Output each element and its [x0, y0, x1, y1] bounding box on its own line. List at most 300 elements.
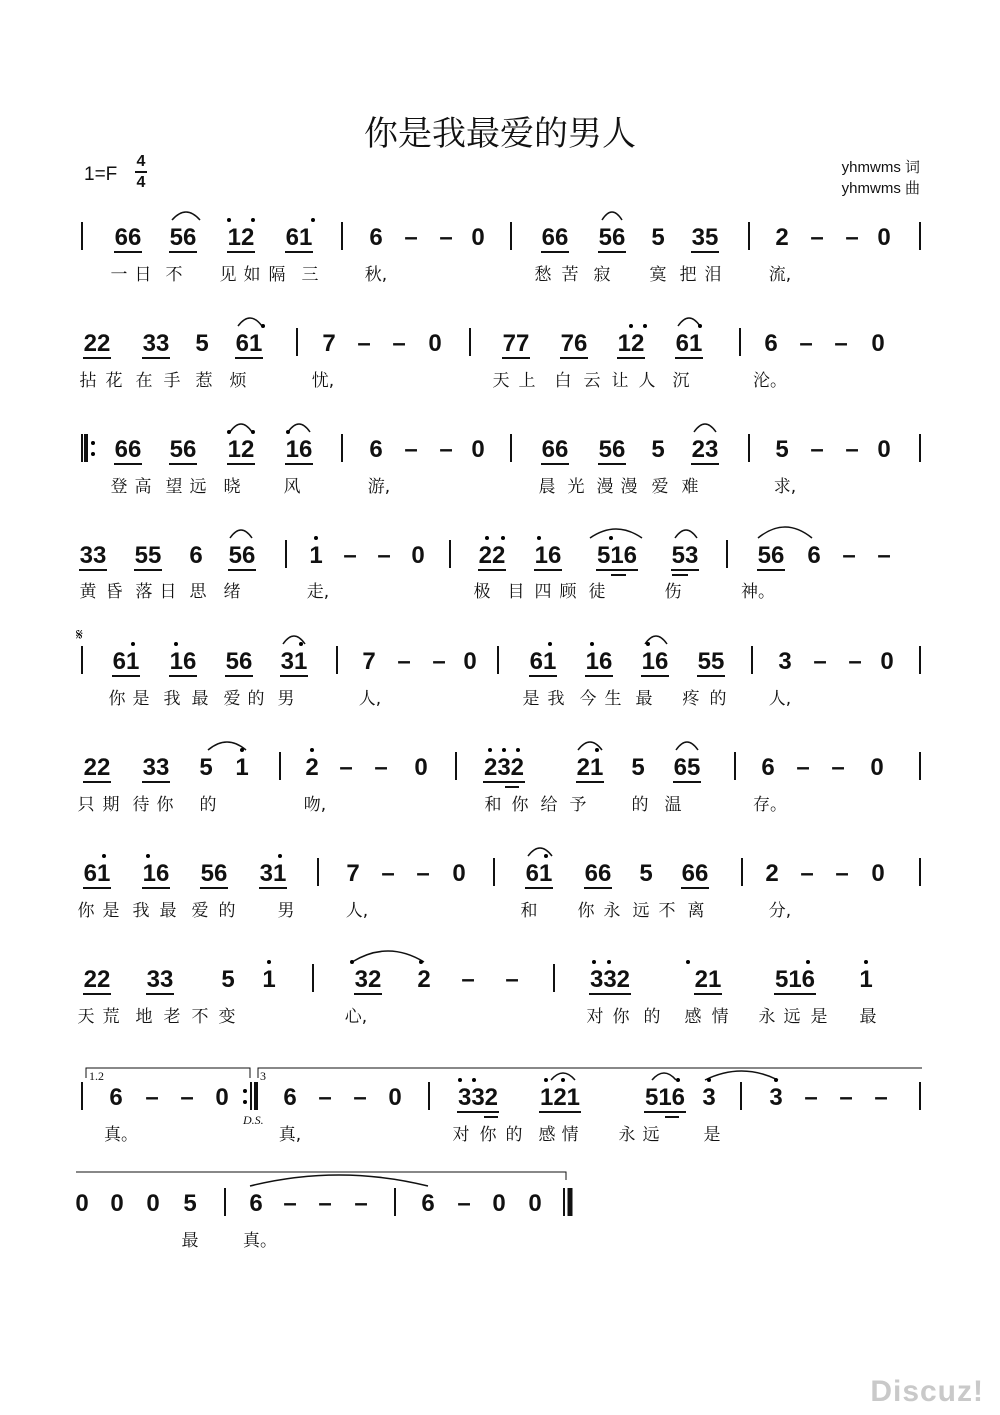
note: 0: [492, 1190, 506, 1217]
note: 16: [169, 648, 197, 675]
note: –: [834, 330, 848, 357]
note: 66: [541, 224, 569, 251]
note: 16: [142, 860, 170, 887]
lyric: 爱: [191, 901, 209, 921]
slur: [352, 951, 424, 962]
octave-dot: [590, 642, 594, 646]
octave-dot: [261, 324, 265, 328]
lyric: 最: [859, 1007, 877, 1027]
lyric: 的: [218, 901, 236, 921]
octave-dot: [629, 324, 633, 328]
note: 5: [199, 754, 213, 781]
note: –: [318, 1190, 332, 1217]
lyric: 人: [638, 371, 656, 391]
note: 56: [169, 224, 197, 251]
lyric: 我: [132, 901, 150, 921]
note: 5: [195, 330, 209, 357]
lyric: 你: [108, 689, 126, 709]
octave-dot: [350, 960, 354, 964]
lyric: 的: [709, 689, 727, 709]
note: –: [354, 1190, 368, 1217]
note: 0: [215, 1084, 229, 1111]
lyric: 对: [586, 1007, 604, 1027]
lyric: 晨: [538, 477, 556, 497]
volta-1-bracket: [86, 1068, 250, 1078]
note: 21: [694, 966, 722, 993]
note: –: [318, 1084, 332, 1111]
note: 22: [83, 330, 111, 357]
repeat-dot: [91, 452, 95, 456]
lyric: 人,: [358, 689, 382, 709]
octave-dot: [240, 748, 244, 752]
time-signature-top: 4: [136, 153, 146, 170]
note: 3: [778, 648, 792, 675]
lyric: 吻,: [303, 795, 327, 815]
note: –: [374, 754, 388, 781]
lyric: 日: [134, 265, 152, 285]
note: 0: [871, 330, 885, 357]
lyric: 离: [687, 901, 705, 921]
note: 2: [765, 860, 779, 887]
note: 66: [584, 860, 612, 887]
repeat-dot: [91, 441, 95, 445]
note: –: [813, 648, 827, 675]
note: 2: [775, 224, 789, 251]
note: 6: [369, 224, 383, 251]
note: 0: [870, 754, 884, 781]
note: –: [835, 860, 849, 887]
lyric: 爱: [223, 689, 241, 709]
note: –: [381, 860, 395, 887]
octave-dot: [609, 536, 613, 540]
lyric: 天: [77, 1007, 95, 1027]
lyric: 走,: [306, 582, 330, 602]
lyric: 你: [511, 795, 529, 815]
lyric: 最: [181, 1231, 199, 1251]
octave-dot: [472, 1078, 476, 1082]
watermark-logo: Discuz!: [870, 1375, 984, 1408]
lyric: 把: [679, 265, 697, 285]
note: –: [457, 1190, 471, 1217]
note: –: [439, 224, 453, 251]
note: 53: [671, 542, 699, 569]
lyric: 一: [110, 265, 128, 285]
lyric: 心,: [344, 1007, 368, 1027]
lyric: 绪: [223, 582, 241, 602]
note: 21: [576, 754, 604, 781]
lyric: 在: [135, 371, 153, 391]
octave-dot: [131, 642, 135, 646]
lyric: 真。: [243, 1231, 277, 1251]
note: 61: [529, 648, 557, 675]
note: 12: [227, 436, 255, 463]
lyric: 天: [492, 371, 510, 391]
note: 0: [877, 436, 891, 463]
note: 3: [702, 1084, 716, 1111]
octave-dot: [501, 536, 505, 540]
octave-dot: [595, 748, 599, 752]
note: 0: [428, 330, 442, 357]
lyric: 秋,: [364, 265, 388, 285]
note: –: [283, 1190, 297, 1217]
lyricist-credit: yhmwms 词: [841, 159, 920, 176]
lyric: 你: [577, 901, 595, 921]
lyric: 上: [518, 371, 536, 391]
lyric: 生: [604, 689, 622, 709]
note: 516: [596, 542, 638, 569]
repeat-dot: [243, 1089, 247, 1093]
note: 5: [639, 860, 653, 887]
note: 56: [757, 542, 785, 569]
note: 516: [644, 1084, 686, 1111]
octave-dot: [488, 748, 492, 752]
octave-dot: [676, 1078, 680, 1082]
octave-dot: [646, 642, 650, 646]
slur: [172, 212, 200, 220]
slur: [528, 848, 552, 856]
note: 1: [262, 966, 276, 993]
slur: [602, 212, 622, 220]
lyric: 泪: [704, 265, 722, 285]
lyric: 予: [569, 795, 587, 815]
lyric: 存。: [753, 795, 787, 815]
note: 12: [617, 330, 645, 357]
lyric: 落: [135, 582, 153, 602]
lyric: 愁: [534, 265, 552, 285]
lyric: 真。: [104, 1125, 138, 1145]
note: 332: [589, 966, 631, 993]
lyric: 烦: [229, 371, 247, 391]
slur: [238, 318, 262, 326]
note: 32: [354, 966, 382, 993]
note: 22: [83, 966, 111, 993]
lyric: 徒: [588, 582, 606, 602]
octave-dot: [698, 324, 702, 328]
note: 2: [305, 754, 319, 781]
note: 6: [189, 542, 203, 569]
lyric: 如: [243, 265, 261, 285]
lyric: 思: [189, 582, 207, 602]
note: 12: [227, 224, 255, 251]
note: 16: [585, 648, 613, 675]
note: 3: [769, 1084, 783, 1111]
note: –: [377, 542, 391, 569]
lyric: 光: [567, 477, 585, 497]
ds-mark: D.S.: [243, 1113, 264, 1127]
note: 7: [346, 860, 360, 887]
lyric: 荒: [102, 1007, 120, 1027]
octave-dot: [502, 748, 506, 752]
note: 31: [280, 648, 308, 675]
lyric: 的: [199, 795, 217, 815]
lyric: 顾: [559, 582, 577, 602]
lyric: 白: [554, 371, 572, 391]
note: –: [877, 542, 891, 569]
lyric: 感: [538, 1125, 556, 1145]
note: 5: [651, 224, 665, 251]
lyric: 隔: [268, 265, 286, 285]
note: 0: [877, 224, 891, 251]
note: 56: [228, 542, 256, 569]
lyric: 变: [218, 1007, 236, 1027]
lyric: 游,: [367, 477, 391, 497]
note: 0: [471, 224, 485, 251]
note: 16: [285, 436, 313, 463]
lyric: 沦。: [753, 371, 787, 391]
note: 0: [463, 648, 477, 675]
octave-dot: [544, 854, 548, 858]
lyric: 永: [758, 1007, 776, 1027]
octave-dot: [227, 218, 231, 222]
lyric: 三: [301, 265, 319, 285]
octave-dot: [299, 642, 303, 646]
lyric: 望: [165, 477, 183, 497]
octave-dot: [561, 1078, 565, 1082]
note: 6: [109, 1084, 123, 1111]
octave-dot: [707, 1078, 711, 1082]
volta-2-label: 3: [260, 1069, 266, 1083]
lyric: 你: [77, 901, 95, 921]
key-signature: 1=F: [84, 164, 118, 185]
note: 5: [221, 966, 235, 993]
note: 56: [598, 224, 626, 251]
time-signature-bottom: 4: [136, 174, 146, 191]
note: –: [848, 648, 862, 675]
lyric: 的: [505, 1125, 523, 1145]
lyric: 四: [534, 582, 552, 602]
lyric: 求,: [773, 477, 797, 497]
lyric: 分,: [768, 901, 792, 921]
lyric: 高: [134, 477, 152, 497]
note: 6: [761, 754, 775, 781]
note: 0: [880, 648, 894, 675]
lyric: 不: [165, 265, 183, 285]
note: 22: [478, 542, 506, 569]
octave-dot: [548, 642, 552, 646]
lyric: 给: [540, 795, 558, 815]
lyric: 远: [632, 901, 650, 921]
octave-dot: [485, 536, 489, 540]
lyric: 极: [473, 582, 491, 602]
note: 5: [631, 754, 645, 781]
note: 55: [697, 648, 725, 675]
lyric: 是: [703, 1125, 721, 1145]
octave-dot: [314, 536, 318, 540]
note: –: [804, 1084, 818, 1111]
lyric: 情: [711, 1007, 729, 1027]
lyric: 昏: [105, 582, 123, 602]
lyric: 真,: [278, 1125, 302, 1145]
octave-dot: [643, 324, 647, 328]
lyric: 云: [583, 371, 601, 391]
octave-dot: [278, 854, 282, 858]
lyric: 的: [643, 1007, 661, 1027]
slur: [676, 742, 698, 750]
lyric: 你: [612, 1007, 630, 1027]
lyric: 的: [631, 795, 649, 815]
octave-dot: [537, 536, 541, 540]
lyric: 最: [635, 689, 653, 709]
note: –: [505, 966, 519, 993]
note: –: [839, 1084, 853, 1111]
volta-2-bracket: [258, 1068, 922, 1078]
octave-dot: [864, 960, 868, 964]
note: –: [810, 224, 824, 251]
slur: [230, 424, 252, 432]
lyric: 苦: [561, 265, 579, 285]
lyric: 漫: [620, 477, 638, 497]
lyric: 黄: [79, 582, 97, 602]
note: 66: [541, 436, 569, 463]
octave-dot: [516, 748, 520, 752]
octave-dot: [267, 960, 271, 964]
note: –: [180, 1084, 194, 1111]
repeat-dot: [243, 1100, 247, 1104]
note: 6: [764, 330, 778, 357]
note: 6: [369, 436, 383, 463]
octave-dot: [310, 748, 314, 752]
note: 0: [414, 754, 428, 781]
note: 0: [75, 1190, 89, 1217]
note: –: [404, 224, 418, 251]
note: 31: [259, 860, 287, 887]
note: 332: [457, 1084, 499, 1111]
note: –: [810, 436, 824, 463]
octave-dot: [102, 854, 106, 858]
lyric: 永: [603, 901, 621, 921]
note: 56: [225, 648, 253, 675]
lyric: 不: [658, 901, 676, 921]
lyric: 人,: [768, 689, 792, 709]
octave-dot: [146, 854, 150, 858]
note: –: [874, 1084, 888, 1111]
lyric: 最: [159, 901, 177, 921]
lyric: 你: [156, 795, 174, 815]
song-title: 你是我最爱的男人: [364, 114, 636, 154]
lyric: 人,: [345, 901, 369, 921]
segno-sign: 𝄋: [76, 625, 83, 644]
note: 6: [421, 1190, 435, 1217]
lyric: 登: [110, 477, 128, 497]
octave-dot: [544, 1078, 548, 1082]
note: 0: [411, 542, 425, 569]
octave-dot: [419, 960, 423, 964]
note: 0: [146, 1190, 160, 1217]
note: 1: [235, 754, 249, 781]
lyric: 让: [611, 371, 629, 391]
note: 1: [859, 966, 873, 993]
note: 121: [539, 1084, 581, 1111]
slur: [758, 527, 812, 538]
note: 76: [560, 330, 588, 357]
note: 16: [641, 648, 669, 675]
note: 33: [142, 330, 170, 357]
lyric: 我: [163, 689, 181, 709]
lyric: 手: [163, 371, 181, 391]
note: 516: [774, 966, 816, 993]
note: 5: [651, 436, 665, 463]
composer-credit: yhmwms 曲: [841, 180, 920, 197]
note: 7: [322, 330, 336, 357]
lyric: 沉: [672, 371, 690, 391]
note: 33: [142, 754, 170, 781]
note: 5: [183, 1190, 197, 1217]
note: 35: [691, 224, 719, 251]
note: 0: [528, 1190, 542, 1217]
lyric: 待: [132, 795, 150, 815]
note: 66: [114, 436, 142, 463]
note: 61: [285, 224, 313, 251]
lyric: 寞: [649, 265, 667, 285]
slur: [675, 530, 697, 538]
lyric: 是: [102, 901, 120, 921]
note: 61: [235, 330, 263, 357]
octave-dot: [458, 1078, 462, 1082]
slur: [208, 742, 246, 750]
slur: [250, 1175, 428, 1186]
note: 23: [691, 436, 719, 463]
octave-dot: [774, 1078, 778, 1082]
note: 1: [309, 542, 323, 569]
lyric: 漫: [596, 477, 614, 497]
lyric: 寂: [593, 265, 611, 285]
lyric: 远: [642, 1125, 660, 1145]
lyric: 目: [507, 582, 525, 602]
note: –: [439, 436, 453, 463]
octave-dot: [286, 430, 290, 434]
lyric: 伤: [664, 582, 682, 602]
note: –: [357, 330, 371, 357]
lyric: 永: [618, 1125, 636, 1145]
note: –: [461, 966, 475, 993]
note: –: [845, 224, 859, 251]
lyric: 神。: [741, 582, 775, 602]
note: 61: [525, 860, 553, 887]
lyric: 日: [159, 582, 177, 602]
slur: [230, 530, 252, 538]
octave-dot: [227, 430, 231, 434]
volta-1-label: 1.2: [89, 1069, 104, 1083]
note: –: [800, 860, 814, 887]
lyric: 你: [479, 1125, 497, 1145]
lyric: 感: [684, 1007, 702, 1027]
lyric: 男: [277, 901, 295, 921]
lyric: 我: [547, 689, 565, 709]
lyric: 地: [135, 1007, 153, 1027]
note: 0: [110, 1190, 124, 1217]
octave-dot: [311, 218, 315, 222]
lyric: 老: [163, 1007, 181, 1027]
octave-dot: [174, 642, 178, 646]
lyric: 流,: [768, 265, 792, 285]
lyric: 惹: [195, 371, 213, 391]
note: 6: [249, 1190, 263, 1217]
note: 6: [807, 542, 821, 569]
note: 22: [83, 754, 111, 781]
slur: [288, 424, 310, 432]
lyric: 爱: [651, 477, 669, 497]
note: 0: [452, 860, 466, 887]
note: 77: [502, 330, 530, 357]
lyric: 和: [520, 901, 538, 921]
note: –: [397, 648, 411, 675]
note: –: [145, 1084, 159, 1111]
note: 7: [362, 648, 376, 675]
octave-dot: [607, 960, 611, 964]
note: 5: [775, 436, 789, 463]
lyric: 难: [681, 477, 699, 497]
note: –: [353, 1084, 367, 1111]
